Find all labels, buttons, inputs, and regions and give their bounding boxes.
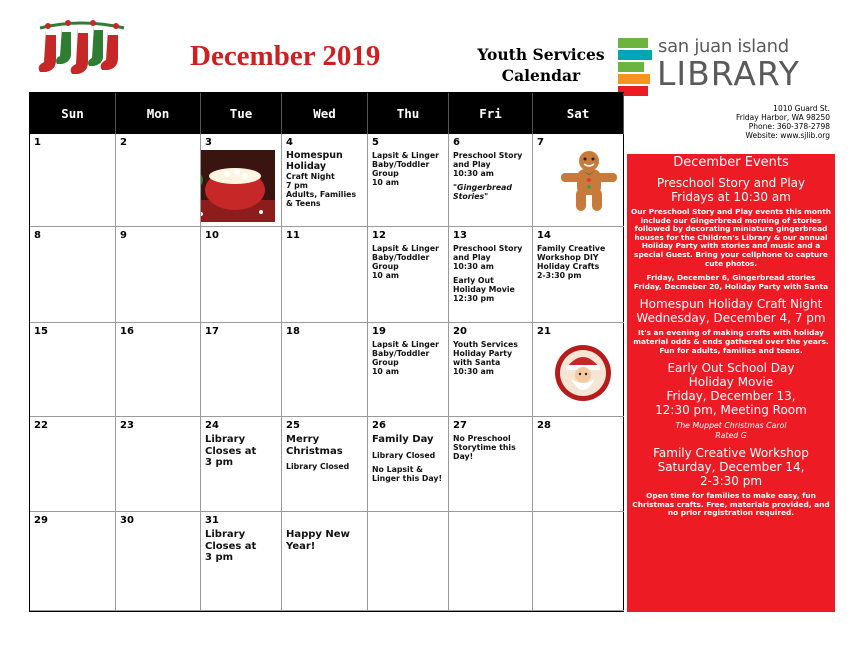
library-address — [630, 104, 830, 140]
day-header-thu: Thu — [368, 93, 449, 134]
event-text: Homespun Holiday — [286, 150, 343, 172]
day-cell — [533, 512, 624, 611]
day-cell — [201, 134, 282, 227]
logo-bar — [618, 74, 650, 84]
day-number: 6 — [453, 137, 460, 148]
event-text: Family Creative Workshop DIY Holiday Crafts 2-3:30 pm — [537, 244, 606, 280]
day-number: 20 — [453, 326, 467, 337]
day-number: 19 — [372, 326, 386, 337]
day-cell — [533, 323, 624, 417]
event-text: Preschool Story and Play 10:30 am — [453, 151, 523, 178]
day-number: 17 — [205, 326, 219, 337]
day-cell — [449, 227, 533, 323]
day-number: 12 — [372, 230, 386, 241]
day-number: 30 — [120, 515, 134, 526]
day-cell — [282, 417, 368, 512]
day-cell — [30, 417, 116, 512]
address-phone: Phone: 360-378-2798 — [748, 122, 830, 131]
event-text: Preschool Story and Play 10:30 am — [453, 244, 523, 271]
santa-ornament-icon — [553, 343, 613, 407]
event-text: Library Closed — [372, 450, 436, 460]
day-cell — [201, 323, 282, 417]
day-number: 18 — [286, 326, 300, 337]
day-number: 15 — [34, 326, 48, 337]
events-panel — [627, 154, 835, 612]
day-cell — [368, 323, 449, 417]
cocoa-photo-icon — [201, 150, 275, 226]
event-text: "Gingerbread Stories" — [453, 183, 512, 201]
calendar-grid — [29, 92, 624, 612]
day-cell — [282, 512, 368, 611]
logo-line1: san juan island — [658, 36, 789, 57]
day-cell — [30, 512, 116, 611]
day-cell — [368, 512, 449, 611]
day-cell — [116, 227, 201, 323]
day-cell — [368, 417, 449, 512]
event-heading: Family Creative Workshop Saturday, December 14, 2-3:30 pm — [653, 445, 809, 488]
day-header-wed: Wed — [282, 93, 368, 134]
gingerbread-man-icon — [559, 149, 619, 219]
day-number: 27 — [453, 420, 467, 431]
day-cell — [449, 512, 533, 611]
day-number: 16 — [120, 326, 134, 337]
day-number: 28 — [537, 420, 551, 431]
day-number: 4 — [286, 137, 293, 148]
event-text: No Lapsit & Linger this Day! — [372, 464, 443, 483]
day-cell — [533, 134, 624, 227]
event-description: Friday, December 6, Gingerbread stories Friday, Decmeber 20, Holiday Party with Santa — [633, 273, 829, 291]
calendar-title-line1: Youth Services — [477, 45, 605, 64]
calendar-title — [468, 44, 614, 86]
day-cell — [368, 134, 449, 227]
event-text: Craft Night 7 pm Adults, Families & Teens — [286, 172, 357, 208]
event-text: No Preschool Storytime this Day! — [453, 434, 516, 461]
day-cell — [282, 227, 368, 323]
day-number: 7 — [537, 137, 544, 148]
day-header-mon: Mon — [116, 93, 201, 134]
day-number: 26 — [372, 420, 386, 431]
event-text: Merry Christmas — [286, 434, 343, 457]
day-cell — [116, 512, 201, 611]
event-heading: Preschool Story and Play Fridays at 10:30 am — [656, 176, 806, 204]
day-cell — [282, 134, 368, 227]
day-number: 25 — [286, 420, 300, 431]
day-number: 22 — [34, 420, 48, 431]
event-description: Our Preschool Story and Play events this month include our Gingerbread morning of stories followed by decorating miniature gingerbread houses for the Children's Library & our annual Holiday Party with stories and music and a special Guest. Bring your cellphone to capture cute photos. — [630, 207, 832, 268]
day-number: 2 — [120, 137, 127, 148]
day-cell — [30, 323, 116, 417]
day-number: 31 — [205, 515, 219, 526]
day-cell — [116, 323, 201, 417]
day-number: 14 — [537, 230, 551, 241]
day-cell — [30, 227, 116, 323]
day-number: 10 — [205, 230, 219, 241]
logo-bar — [618, 38, 648, 48]
event-text: Family Day — [372, 434, 434, 445]
event-heading: Homespun Holiday Craft Night Wednesday, December 4, 7 pm — [636, 297, 826, 326]
day-number: 24 — [205, 420, 219, 431]
day-cell — [30, 134, 116, 227]
day-header-tue: Tue — [201, 93, 282, 134]
day-header-sun: Sun — [30, 93, 116, 134]
day-number: 11 — [286, 230, 300, 241]
calendar-title-line2: Calendar — [501, 66, 581, 85]
day-number: 23 — [120, 420, 134, 431]
day-cell — [282, 323, 368, 417]
day-number: 5 — [372, 137, 379, 148]
logo-line2: LIBRARY — [657, 54, 800, 93]
stockings-decoration-icon — [38, 18, 126, 80]
day-cell — [533, 227, 624, 323]
day-cell — [201, 227, 282, 323]
address-website: Website: www.sjlib.org — [745, 131, 830, 140]
month-title: December 2019 — [190, 40, 381, 72]
day-header-fri: Fri — [449, 93, 533, 134]
event-text: Lapsit & Linger Baby/Toddler Group 10 am — [372, 340, 439, 376]
day-cell — [449, 417, 533, 512]
event-text: Lapsit & Linger Baby/Toddler Group 10 am — [372, 151, 439, 187]
event-movie-title: The Muppet Christmas Carol Rated G — [675, 421, 787, 440]
day-cell — [201, 512, 282, 611]
logo-bar — [618, 50, 652, 60]
event-text: Lapsit & Linger Baby/Toddler Group 10 am — [372, 244, 439, 280]
day-number: 9 — [120, 230, 127, 241]
day-cell — [533, 417, 624, 512]
day-cell — [116, 417, 201, 512]
day-cell — [449, 134, 533, 227]
event-description: Open time for families to make easy, fun Christmas crafts. Free, materials provided, and no prior registration required. — [632, 490, 830, 518]
day-cell — [116, 134, 201, 227]
event-text: Library Closed — [286, 462, 350, 471]
library-logo — [618, 36, 804, 98]
logo-bar — [618, 62, 644, 72]
event-text: Happy New Year! — [286, 529, 350, 552]
day-cell — [449, 323, 533, 417]
day-number: 13 — [453, 230, 467, 241]
day-number: 29 — [34, 515, 48, 526]
event-description: It's an evening of making crafts with holiday material odds & ends gathered over the years. Fun for adults, families and teens. — [633, 328, 829, 355]
events-panel-title: December Events — [673, 155, 789, 170]
address-city: Friday Harbor, WA 98250 — [735, 113, 830, 122]
day-cell — [201, 417, 282, 512]
event-heading: Early Out School Day Holiday Movie Friday, December 13, 12:30 pm, Meeting Room — [655, 361, 807, 418]
event-text: Library Closes at 3 pm — [205, 434, 257, 468]
day-cell — [368, 227, 449, 323]
day-number: 3 — [205, 137, 212, 148]
day-number: 1 — [34, 137, 41, 148]
day-header-sat: Sat — [533, 93, 624, 134]
day-number: 21 — [537, 326, 551, 337]
event-text: Library Closes at 3 pm — [205, 529, 257, 563]
address-street: 1010 Guard St. — [773, 104, 830, 113]
event-text: Youth Services Holiday Party with Santa 10:30 am — [453, 340, 518, 376]
event-text: Early Out Holiday Movie 12:30 pm — [453, 276, 515, 303]
day-number: 8 — [34, 230, 41, 241]
